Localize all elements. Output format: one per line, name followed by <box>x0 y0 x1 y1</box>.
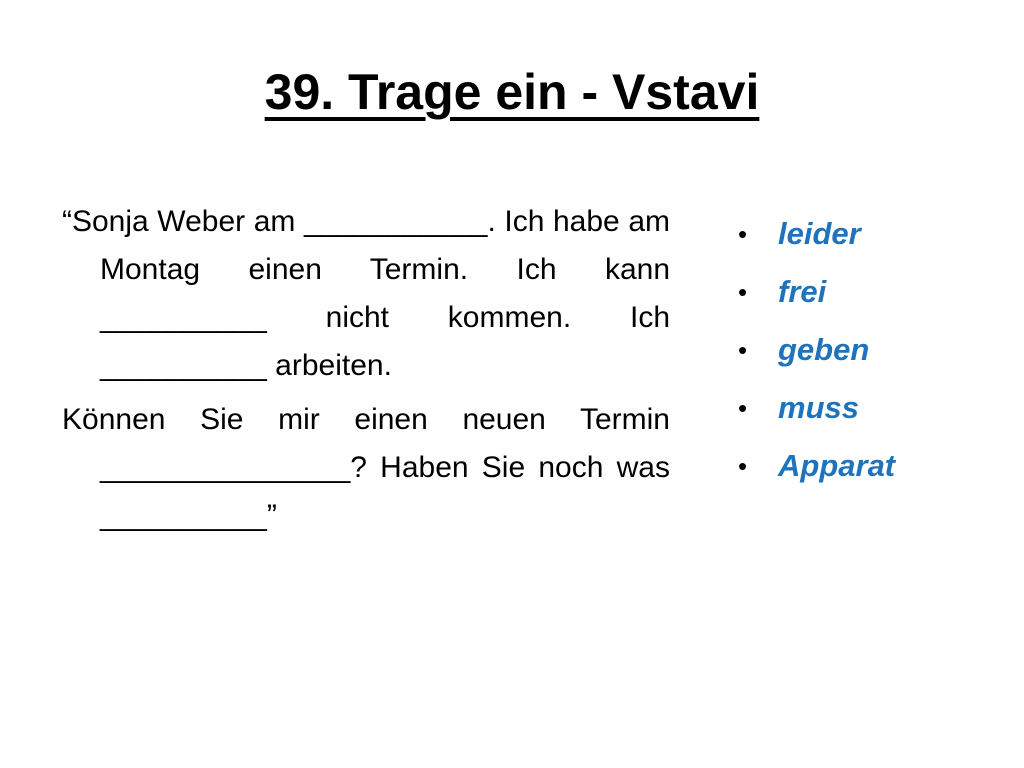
exercise-text <box>62 198 670 546</box>
bullet-icon: • <box>738 334 748 365</box>
exercise-paragraph-1: “Sonja Weber am ___________. Ich habe am Montag einen Termin. Ich kann __________ nicht kommen. Ich __________ arbeiten. <box>62 205 670 382</box>
word-bank-word: frei <box>778 274 827 309</box>
word-bank-list <box>738 205 998 495</box>
word-bank-item <box>738 263 998 321</box>
slide-title: 39. Trage ein - Vstavi <box>264 64 760 120</box>
word-bank-word: Apparat <box>778 448 896 483</box>
word-bank-item <box>738 379 998 437</box>
word-bank-word: leider <box>778 216 861 251</box>
word-bank-word: geben <box>778 332 870 367</box>
word-bank-word: muss <box>778 390 859 425</box>
word-bank-item <box>738 205 998 263</box>
word-bank-item <box>738 437 998 495</box>
bullet-icon: • <box>738 218 748 249</box>
bullet-icon: • <box>738 276 748 307</box>
word-bank-item <box>738 321 998 379</box>
bullet-icon: • <box>738 450 748 481</box>
bullet-icon: • <box>738 392 748 423</box>
exercise-paragraph-2: Können Sie mir einen neuen Termin _______________? Haben Sie noch was __________” <box>62 403 670 532</box>
